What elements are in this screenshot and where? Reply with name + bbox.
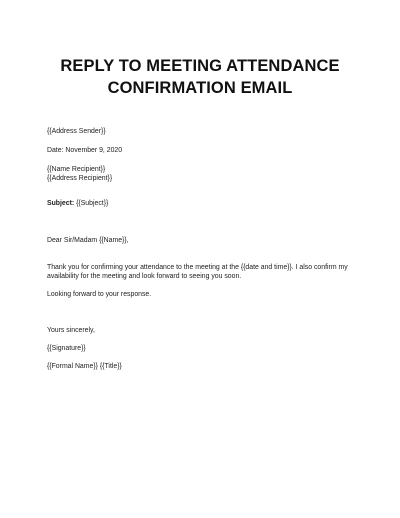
formal-name-title: {{Formal Name}} {{Title}} [47, 363, 122, 370]
subject-line [47, 199, 108, 208]
closing: Yours sincerely, [47, 327, 95, 334]
salutation: Dear Sir/Madam {{Name}}, [47, 237, 129, 244]
date-line: Date: November 9, 2020 [47, 147, 123, 154]
document-title-line-2: CONFIRMATION EMAIL [107, 79, 293, 97]
signature: {{Signature}} [47, 345, 86, 352]
body-paragraph-2: Looking forward to your response. [47, 291, 152, 298]
name-recipient: {{Name Recipient}} [47, 166, 106, 173]
address-recipient: {{Address Recipient}} [47, 175, 113, 182]
body-paragraph-1-line-2: availability for the meeting and look forward to seeing you soon. [47, 273, 242, 280]
subject-label: Subject: [47, 200, 75, 207]
subject-value: {{Subject}} [74, 200, 109, 207]
document-title-line-1: REPLY TO MEETING ATTENDANCE [60, 57, 340, 75]
address-sender: {{Address Sender}} [47, 128, 106, 135]
body-paragraph-1-line-1: Thank you for confirming your attendance to the meeting at the {{date and time}}. I also confirm my [47, 264, 348, 271]
